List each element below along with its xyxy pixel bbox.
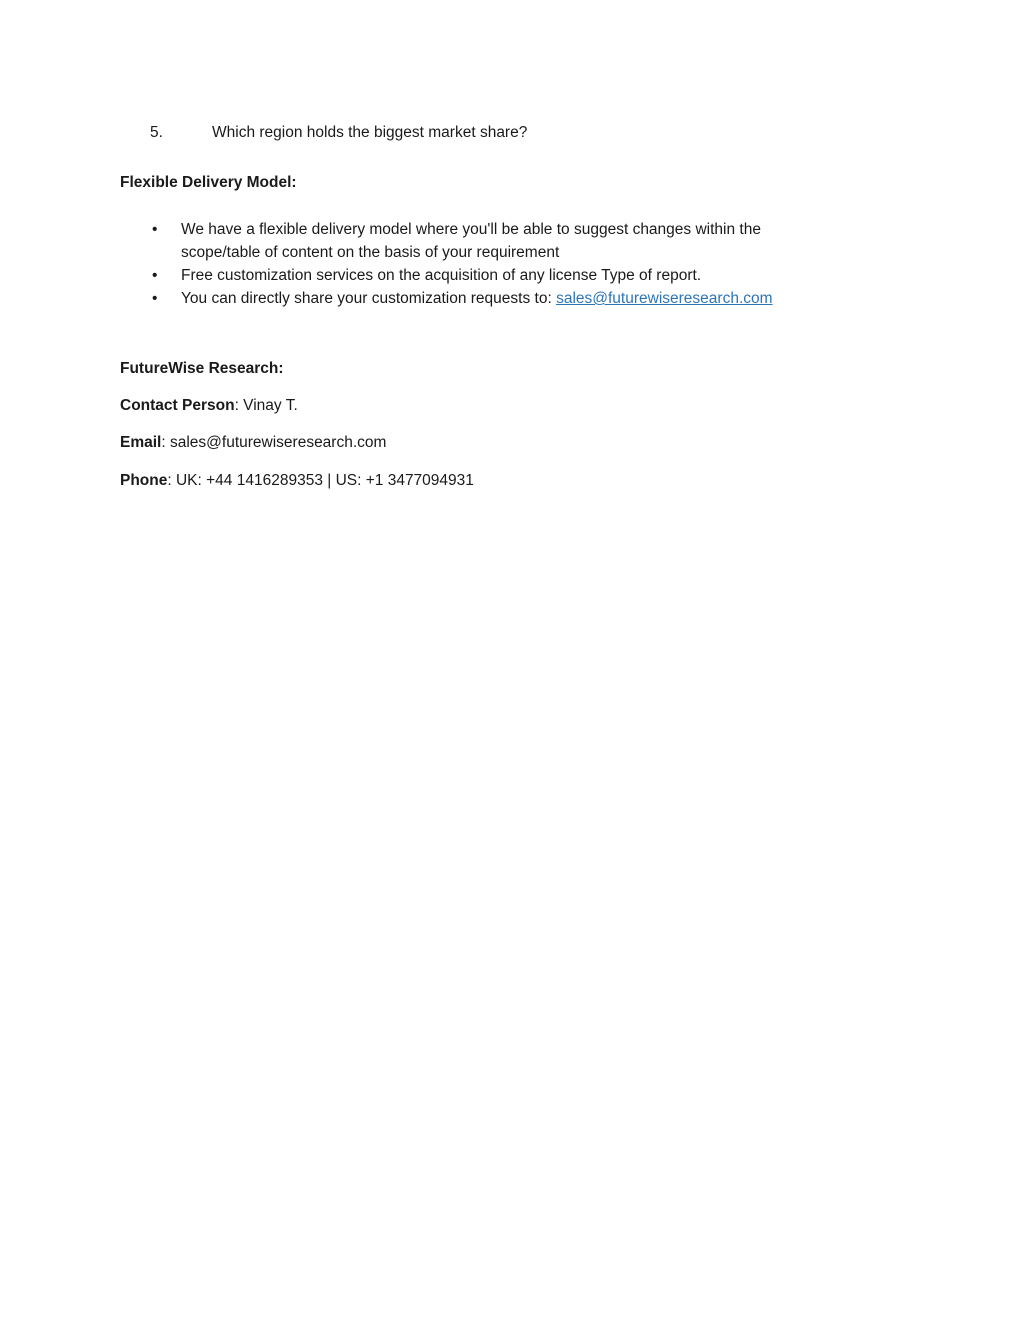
- bullet-item: [152, 218, 812, 264]
- section-heading-futurewise-research: FutureWise Research:: [120, 360, 284, 377]
- bullet-icon: •: [152, 221, 158, 238]
- bullet-item: [152, 287, 812, 310]
- bullet-icon: •: [152, 267, 158, 284]
- contact-person-value: : Vinay T.: [234, 397, 298, 414]
- section-heading-flexible-delivery: Flexible Delivery Model:: [120, 174, 297, 191]
- contact-email-line: [120, 431, 386, 454]
- contact-email-label: Email: [120, 434, 162, 451]
- customization-email-link[interactable]: sales@futurewiseresearch.com: [556, 290, 773, 307]
- contact-person-line: [120, 394, 298, 417]
- bullet-text: Free customization services on the acquisition of any license Type of report.: [181, 267, 702, 284]
- bullet-item: [152, 264, 812, 287]
- bullet-text-prefix: You can directly share your customization requests to:: [181, 290, 557, 307]
- contact-email-value: : sales@futurewiseresearch.com: [161, 434, 387, 451]
- bullet-icon: •: [152, 290, 158, 307]
- bullet-text: We have a flexible delivery model where you'll be able to suggest changes within the scope/table of content on the basis of your requirement: [181, 221, 761, 261]
- contact-person-label: Contact Person: [120, 397, 235, 414]
- contact-phone-line: [120, 469, 474, 492]
- faq-item-5: [150, 121, 527, 144]
- contact-phone-label: Phone: [120, 472, 168, 489]
- faq-item-number: 5.: [150, 124, 163, 141]
- flexible-delivery-bullet-list: [152, 218, 812, 310]
- bullet-text: [181, 287, 812, 310]
- contact-phone-value: : UK: +44 1416289353 | US: +1 3477094931: [167, 472, 474, 489]
- faq-question-text: Which region holds the biggest market share?: [212, 124, 528, 141]
